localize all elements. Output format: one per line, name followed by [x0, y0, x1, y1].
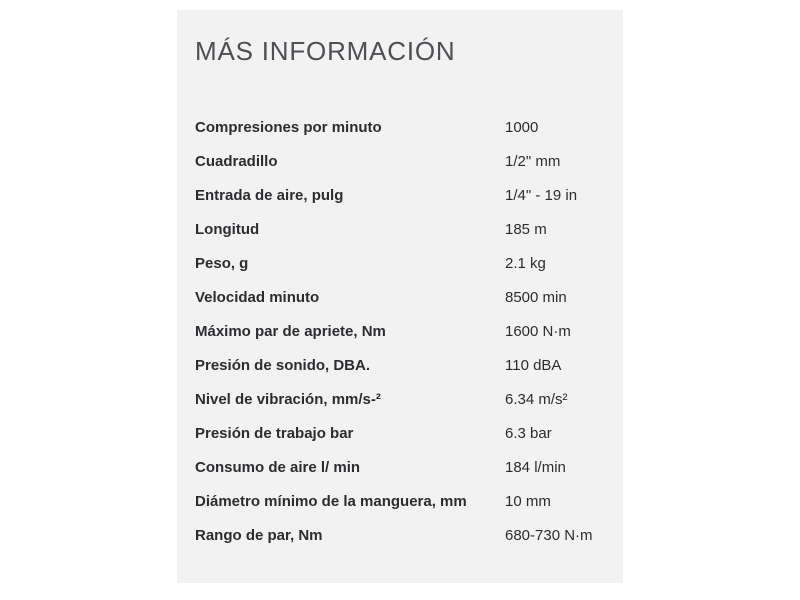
- spec-row: [195, 213, 605, 247]
- spec-value: 184 l/min: [505, 459, 566, 477]
- spec-table: [195, 111, 605, 553]
- spec-row: [195, 519, 605, 553]
- spec-value: 10 mm: [505, 493, 551, 511]
- more-information-card: [177, 10, 623, 583]
- spec-label: Máximo par de apriete, Nm: [195, 323, 386, 341]
- spec-row: [195, 383, 605, 417]
- card-title: MÁS INFORMACIÓN: [195, 36, 456, 66]
- spec-row: [195, 281, 605, 315]
- spec-value: 2.1 kg: [505, 255, 546, 273]
- spec-value: 8500 min: [505, 289, 567, 307]
- spec-value: 110 dBA: [505, 357, 562, 375]
- spec-row: [195, 315, 605, 349]
- spec-label: Nivel de vibración, mm/s-²: [195, 391, 381, 409]
- spec-row: [195, 485, 605, 519]
- spec-label: Velocidad minuto: [195, 289, 320, 307]
- spec-value: 6.3 bar: [505, 425, 552, 443]
- spec-label: Longitud: [195, 221, 260, 239]
- spec-label: Cuadradillo: [195, 153, 278, 171]
- spec-label: Compresiones por minuto: [195, 119, 382, 137]
- spec-row: [195, 417, 605, 451]
- spec-row: [195, 145, 605, 179]
- spec-value: 1/4" - 19 in: [505, 187, 578, 205]
- spec-value: 6.34 m/s²: [505, 391, 568, 409]
- spec-label: Entrada de aire, pulg: [195, 187, 344, 205]
- spec-label: Rango de par, Nm: [195, 527, 323, 545]
- spec-label: Presión de sonido, DBA.: [195, 357, 371, 375]
- spec-value: 185 m: [505, 221, 547, 239]
- spec-row: [195, 247, 605, 281]
- spec-value: 680-730 N·m: [505, 527, 593, 545]
- spec-row: [195, 179, 605, 213]
- spec-value: 1/2" mm: [505, 153, 561, 171]
- spec-label: Peso, g: [195, 255, 249, 273]
- spec-label: Presión de trabajo bar: [195, 425, 354, 443]
- spec-value: 1600 N·m: [505, 323, 571, 341]
- spec-label: Diámetro mínimo de la manguera, mm: [195, 493, 467, 511]
- spec-row: [195, 349, 605, 383]
- spec-label: Consumo de aire l/ min: [195, 459, 361, 477]
- spec-value: 1000: [505, 119, 539, 137]
- spec-row: [195, 451, 605, 485]
- spec-row: [195, 111, 605, 145]
